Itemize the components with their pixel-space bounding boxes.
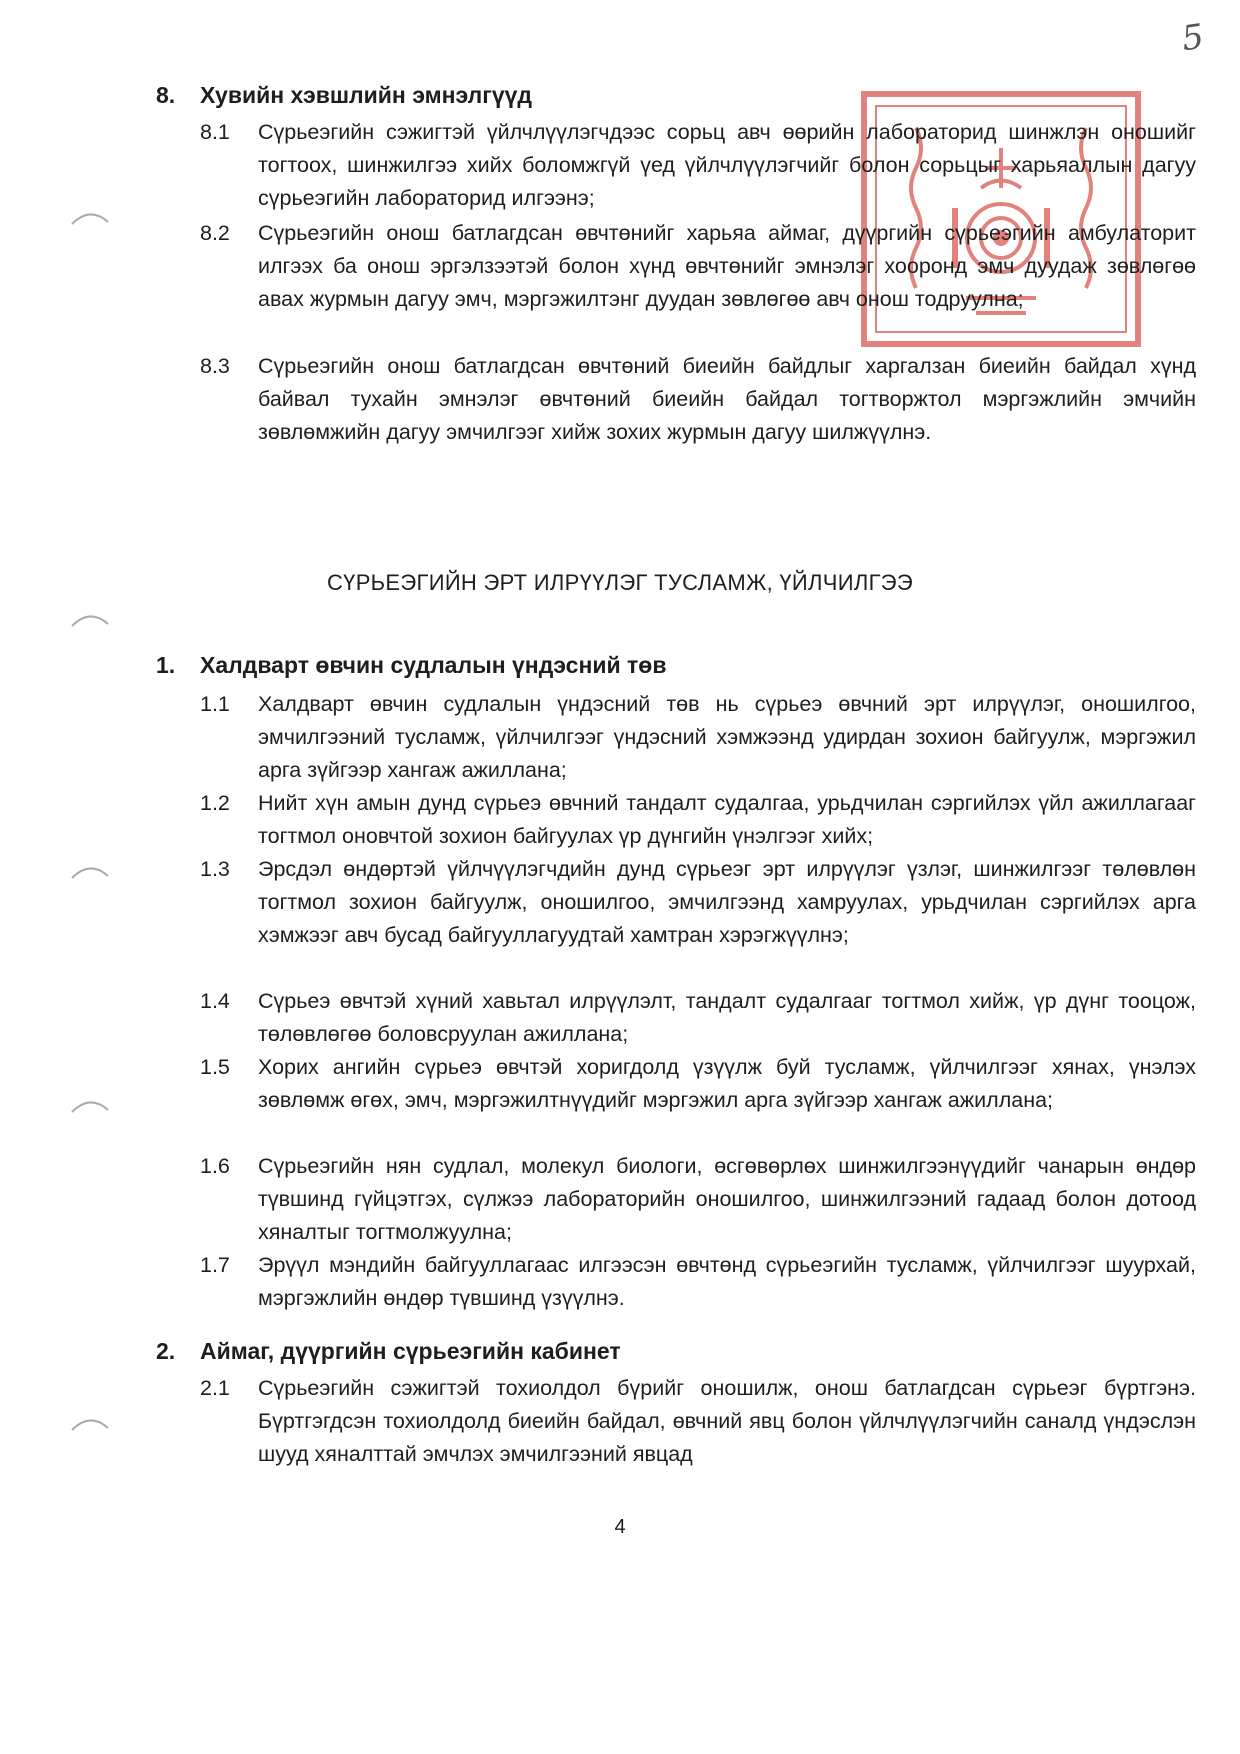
list-item-1-2	[200, 787, 1196, 853]
item-number: 1.4	[200, 989, 230, 1013]
item-text: Эрүүл мэндийн байгууллагаас илгээсэн өвчтөнд сүрьеэгийн тусламж, үйлчилгээг шуурхай, мэргэжлийн өндөр түвшинд үзүүлнэ.	[258, 1253, 1196, 1310]
item-text: Сүрьеэгийн сэжигтэй үйлчлүүлэгчдээс сорьц авч өөрийн лабораторид шинжлэн оношийг тогтоох, шинжилгээ хийх боломжгүй үед үйлчлүүлэгчийг болон сорьцыг харьяаллын дагуу сүрьеэгийн лабораторид илгээнэ;	[258, 120, 1196, 210]
list-item-1-4	[200, 985, 1196, 1051]
list-item-1-6	[200, 1150, 1196, 1249]
section-heading-1	[156, 650, 667, 680]
punch-hole-mark	[70, 608, 110, 628]
item-text: Сүрьеэгийн нян судлал, молекул биологи, өсгөвөрлөх шинжилгээнүүдийг чанарын өндөр түвшинд гүйцэтгэх, сүлжээ лабораторийн оношилгоо, шинжилгээний гадаад болон дотоод хяналтыг тогтмолжуулна;	[258, 1154, 1196, 1244]
item-number: 1.1	[200, 692, 230, 716]
section-title: Аймаг, дүүргийн сүрьеэгийн кабинет	[200, 1338, 621, 1364]
list-item-8-2	[200, 217, 1196, 316]
item-number: 1.2	[200, 791, 230, 815]
item-text: Сүрьеэгийн сэжигтэй тохиолдол бүрийг оношилж, онош батлагдсан сүрьеэг бүртгэнэ. Бүртгэгдсэн тохиолдолд биеийн байдал, өвчний явц болон үйлчлүүлэгчийн саналд үндэслэн шууд хяналттай эмчлэх эмчилгээний явцад	[258, 1376, 1196, 1466]
list-item-1-5	[200, 1051, 1196, 1117]
item-text: Сүрьеэгийн онош батлагдсан өвчтөнийг харьяа аймаг, дүүргийн сүрьеэгийн амбулаторит илгээх ба онош эргэлзээтэй болон хүнд өвчтөнийг эмнэлэг хооронд эмч дуудаж зөвлөгөө авах журмын дагуу эмч, мэргэжилтэнг дуудан зөвлөгөө авч онош тодруулна;	[258, 221, 1196, 311]
item-number: 1.6	[200, 1154, 230, 1178]
section-number: 8.	[156, 82, 176, 108]
punch-hole-mark	[70, 1412, 110, 1432]
item-number: 1.7	[200, 1253, 230, 1277]
section-title: Хувийн хэвшлийн эмнэлгүүд	[200, 82, 533, 108]
punch-hole-mark	[70, 206, 110, 226]
section-title: Халдварт өвчин судлалын үндэсний төв	[200, 652, 667, 678]
list-item-1-3	[200, 853, 1196, 952]
item-number: 8.1	[200, 120, 230, 144]
item-text: Нийт хүн амын дунд сүрьеэ өвчний тандалт судалгаа, урьдчилан сэргийлэх үйл ажиллагааг тогтмол оновчтой зохион байгуулах үр дүнгийн үнэлгээг хийх;	[258, 791, 1196, 848]
list-item-1-7	[200, 1249, 1196, 1315]
item-text: Халдварт өвчин судлалын үндэсний төв нь сүрьеэ өвчний эрт илрүүлэг, оношилгоо, эмчилгээний тусламж, үйлчилгээг үндэсний хэмжээнд удирдан зохион байгуулж, мэргэжил арга зүйгээр хангаж ажиллана;	[258, 692, 1196, 782]
section-heading-8	[156, 80, 532, 110]
list-item-8-1	[200, 116, 1196, 215]
section-heading-2	[156, 1336, 621, 1366]
item-text: Сүрьеэ өвчтэй хүний хавьтал илрүүлэлт, тандалт судалгааг тогтмол хийж, үр дүнг тооцож, төлөвлөгөө боловсруулан ажиллана;	[258, 989, 1196, 1046]
item-number: 1.3	[200, 857, 230, 881]
document-center-title: СҮРЬЕЭГИЙН ЭРТ ИЛРҮҮЛЭГ ТУСЛАМЖ, ҮЙЛЧИЛГЭЭ	[326, 570, 914, 595]
section-number: 1.	[156, 652, 176, 678]
list-item-2-1	[200, 1372, 1196, 1471]
item-number: 1.5	[200, 1055, 230, 1079]
list-item-1-1	[200, 688, 1196, 787]
punch-hole-mark	[70, 1094, 110, 1114]
item-number: 8.3	[200, 354, 230, 378]
page-number: 4	[614, 1516, 626, 1538]
handwritten-page-mark: 5	[1179, 16, 1207, 60]
item-text: Хорих ангийн сүрьеэ өвчтэй хоригдолд үзүүлж буй тусламж, үйлчилгээг хянах, үнэлэх зөвлөмж өгөх, эмч, мэргэжилтнүүдийг мэргэжил арга зүйгээр хангаж ажиллана;	[258, 1055, 1196, 1112]
item-text: Эрсдэл өндөртэй үйлчүүлэгчдийн дунд сүрьеэг эрт илрүүлэг үзлэг, шинжилгээг төлөвлөн тогтмол зохион байгуулж, оношилгоо, эмчилгээнд хамруулах, урьдчилан сэргийлэх арга хэмжээг авч бусад байгууллагуудтай хамтран хэрэгжүүлнэ;	[258, 857, 1196, 947]
item-text: Сүрьеэгийн онош батлагдсан өвчтөний биеийн байдлыг харгалзан биеийн байдал хүнд байвал тухайн эмнэлэг өвчтөний биеийн байдал тогтворжтол мэргэжлийн эмчийн зөвлөмжийн дагуу эмчилгээг хийж зохих журмын дагуу шилжүүлнэ.	[258, 354, 1196, 444]
item-number: 2.1	[200, 1376, 230, 1400]
section-number: 2.	[156, 1338, 176, 1364]
item-number: 8.2	[200, 221, 230, 245]
punch-hole-mark	[70, 860, 110, 880]
list-item-8-3	[200, 350, 1196, 449]
